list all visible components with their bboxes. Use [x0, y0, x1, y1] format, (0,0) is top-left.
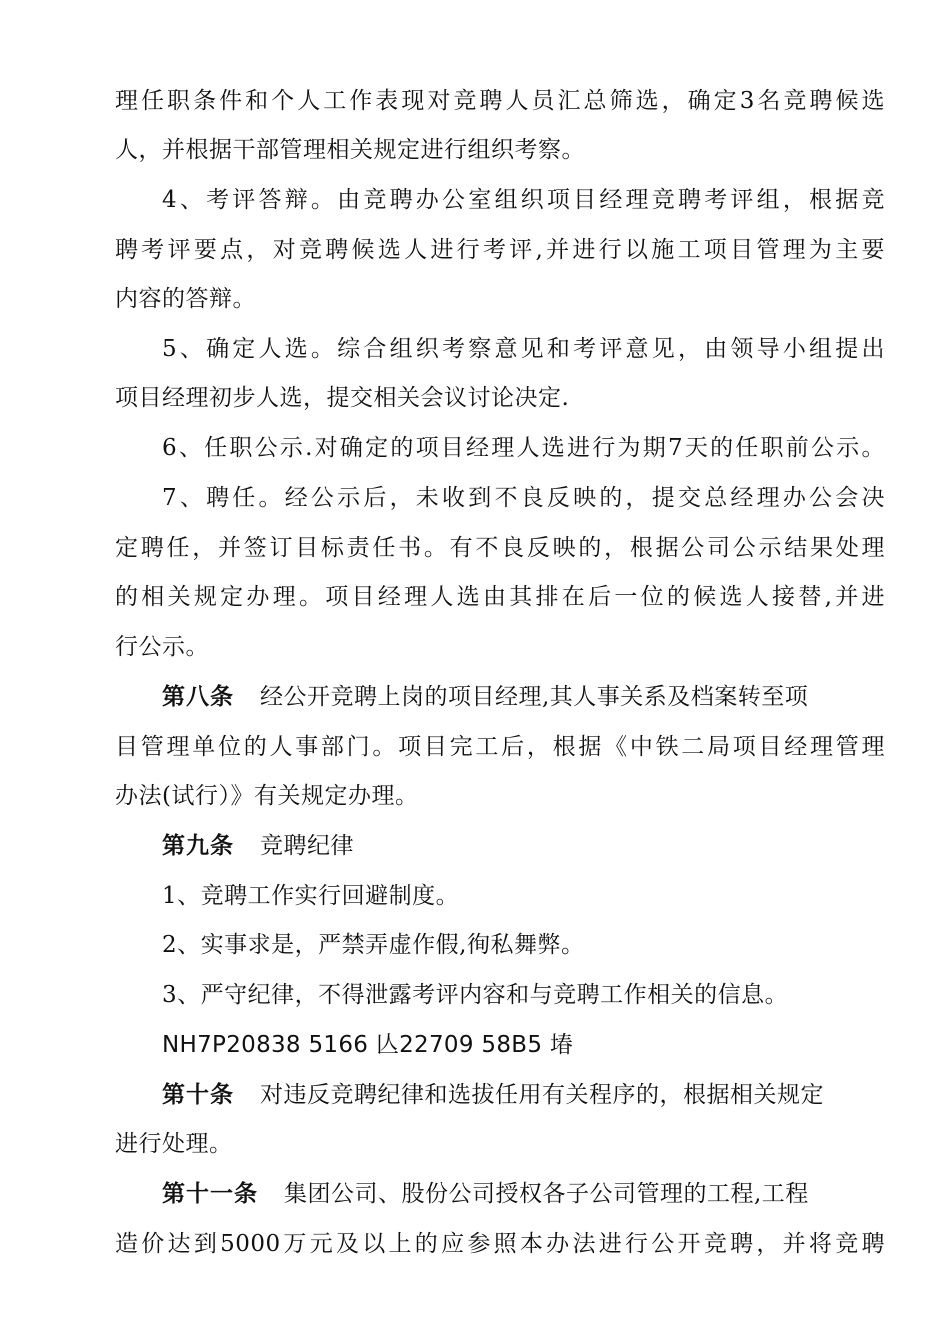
article-8-line [162, 682, 885, 712]
body-line: 7、聘任。经公示后，未收到不良反映的，提交总经理办公会决 [162, 485, 885, 511]
body-line: 定聘任，并签订目标责任书。有不良反映的，根据公司公示结果处理 [115, 535, 885, 561]
body-line: 5、确定人选。综合组织考察意见和考评意见，由领导小组提出 [162, 336, 885, 362]
article-9-heading: 第九条 [162, 833, 234, 859]
garbled-text-line: NH7P20838 5166 亾22709 58B5 堾 [162, 1032, 574, 1058]
article-10-heading: 第十条 [162, 1082, 234, 1108]
article-11-heading: 第十一条 [162, 1181, 258, 1207]
article-11-line [162, 1179, 885, 1209]
body-line: 进行处理。 [115, 1131, 233, 1157]
body-line: 项目经理初步人选，提交相关会议讨论决定. [115, 385, 570, 411]
body-line: 4、考评答辩。由竞聘办公室组织项目经理竞聘考评组，根据竞 [162, 187, 885, 213]
body-line: 办法(试行）》有关规定办理。 [115, 783, 419, 809]
article-8-text: 经公开竞聘上岗的项目经理,其人事关系及档案转至项 [260, 684, 809, 710]
article-8-heading: 第八条 [162, 684, 234, 710]
article-10-line [162, 1080, 885, 1110]
body-line: 内容的答辩。 [115, 286, 256, 312]
body-line: 造价达到5000万元及以上的应参照本办法进行公开竞聘，并将竞聘 [115, 1231, 885, 1257]
list-item: 2、实事求是，严禁弄虚作假,徇私舞弊。 [162, 932, 585, 958]
article-9-line [162, 831, 885, 861]
body-line: 理任职条件和个人工作表现对竞聘人员汇总筛选，确定3名竞聘候选 [115, 88, 885, 114]
body-line: 6、任职公示.对确定的项目经理人选进行为期7天的任职前公示。 [162, 435, 885, 461]
list-item: 3、严守纪律，不得泄露考评内容和与竞聘工作相关的信息。 [162, 982, 789, 1008]
body-line: 行公示。 [115, 634, 209, 660]
article-9-title: 竞聘纪律 [260, 833, 354, 859]
body-line: 目管理单位的人事部门。项目完工后，根据《中铁二局项目经理管理 [115, 734, 885, 760]
list-item: 1、竞聘工作实行回避制度。 [162, 883, 460, 909]
body-line: 的相关规定办理。项目经理人选由其排在后一位的候选人接替,并进 [115, 584, 885, 610]
body-line: 人，并根据干部管理相关规定进行组织考察。 [115, 137, 585, 163]
body-line: 聘考评要点，对竞聘候选人进行考评,并进行以施工项目管理为主要 [115, 237, 885, 263]
article-11-text: 集团公司、股份公司授权各子公司管理的工程,工程 [284, 1181, 809, 1207]
article-10-text: 对违反竞聘纪律和选拔任用有关程序的，根据相关规定 [260, 1082, 824, 1108]
